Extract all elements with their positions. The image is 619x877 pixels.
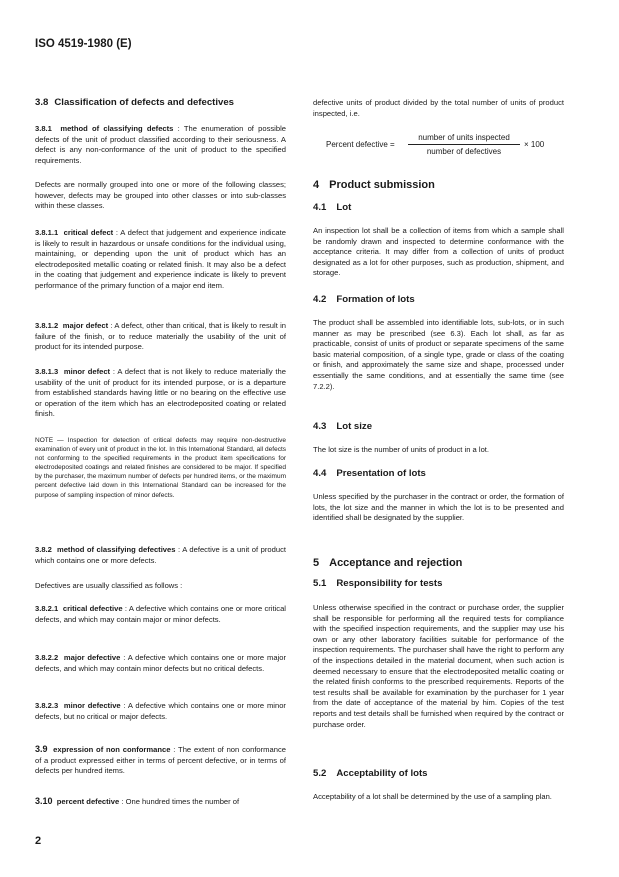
fraction-numerator: number of units inspected (418, 133, 510, 142)
section-3-8-1-2 (35, 321, 286, 353)
clause-term: method of classifying defectives (56, 545, 176, 554)
clause-number: 3.8.2 (35, 545, 52, 554)
clause-text: : A defective which contains one or more critical defects, and which may contain major or minor defects. (35, 604, 286, 624)
paragraph-text: Defectives are usually classified as follows : (35, 581, 183, 590)
clause-number: 3.8.1.3 (35, 367, 59, 376)
percent-defective-formula-lhs: Percent defective = (326, 140, 395, 149)
clause-text: : A defective which contains one or more major defects, and which may contain minor defects but no critical defects. (35, 653, 286, 673)
fraction-denominator: number of defectives (426, 147, 502, 156)
clause-term: critical defect (63, 228, 114, 237)
note-text: NOTE — Inspection for detection of critical defects may require non-destructive examination of every unit of product in the lot. In this International Standard, all defects not conforming to the specified requirements in the product item specifications for electrodeposited coatings and related finishes are considered to be major. If specified by the purchaser, the maximum number of defects per hundred items, or the maximum percent defective laid down in this International Standard can be increased for the purpose of sampling inspection of minor defects. (35, 437, 286, 499)
clause-number: 3.8.1.2 (35, 321, 59, 330)
section-title: Lot (336, 202, 352, 213)
section-title: Product submission (329, 179, 435, 191)
section-3-8-2-3 (35, 701, 286, 722)
section-title: Formation of lots (336, 294, 415, 305)
paragraph-text: defective units of product divided by the total number of units of product inspected, i.e. (313, 98, 564, 118)
clause-text: : The extent of non conformance of a product expressed either in terms of percent defective, or in terms of defects per hundred items. (35, 745, 286, 776)
section-4-3-heading (313, 421, 372, 432)
fraction-bar (408, 144, 520, 145)
page-number: 2 (35, 835, 42, 847)
section-number: 4.1 (313, 202, 327, 213)
clause-number: 3.10 (35, 796, 53, 806)
clause-term: method of classifying defects (60, 124, 174, 133)
section-number: 5 (313, 557, 320, 569)
clause-number: 3.8.2.1 (35, 604, 59, 613)
clause-term: critical defective (62, 604, 123, 613)
paragraph-defectives (35, 581, 286, 592)
section-3-8-1-1 (35, 228, 286, 292)
clause-text: : The enumeration of possible defects of the unit of product classified according to their seriousness. A defect is any non-conformance of the unit of product to the specified requirements. (35, 124, 286, 165)
section-5-heading (313, 557, 462, 569)
paragraph-continuation (313, 98, 564, 119)
section-title: Lot size (336, 421, 373, 432)
clause-term: expression of non conformance (53, 745, 171, 754)
section-number: 4 (313, 179, 320, 191)
section-title: Responsibility for tests (336, 578, 443, 589)
clause-number: 3.8.1.1 (35, 228, 59, 237)
paragraph-defect-groups (35, 180, 286, 212)
clause-term: major defect (62, 321, 109, 330)
section-5-1-heading (313, 578, 442, 589)
clause-number: 3.8.1 (35, 124, 52, 133)
paragraph-text: Unless otherwise specified in the contract or purchase order, the supplier shall be responsible for performing all the required tests for compliance with the specified inspection requirements, and the supplier may use his own or any other laboratory facilities suitable for performance of the inspection requirements. The purchaser shall have the right to perform any of the inspections detailed in the material document, when such action is deemed necessary to ensure that the electrodeposited metallic coating or the related finish conforms to the prescribed requirements. Reports of the test results shall be available for examination by the purchaser for 1 year from the date of acceptance of the material by him. Copies of the test reports and test details shall be furnished when required by the contract or purchase order. (313, 603, 564, 729)
paragraph-5-1 (313, 603, 564, 730)
document-header: ISO 4519-1980 (E) (35, 38, 132, 50)
paragraph-text: Defects are normally grouped into one or more of the following classes; however, defects may be grouped into other classes or into sub-classes within these classes. (35, 180, 286, 211)
section-number: 4.3 (313, 421, 327, 432)
paragraph-4-2 (313, 318, 564, 392)
section-number: 5.2 (313, 768, 327, 779)
clause-text: : A defective which contains one or more minor defects, but no critical or major defects. (35, 701, 286, 721)
paragraph-text: Acceptability of a lot shall be determined by the use of a sampling plan. (313, 792, 552, 801)
section-title: Acceptability of lots (336, 768, 428, 779)
paragraph-5-2 (313, 792, 564, 803)
section-title: Presentation of lots (336, 468, 426, 479)
section-3-8-1 (35, 124, 286, 166)
clause-term: major defective (63, 653, 121, 662)
note-critical-defects (35, 436, 286, 500)
section-3-8-2-1 (35, 604, 286, 625)
section-4-heading (313, 179, 435, 191)
section-4-4-heading (313, 468, 426, 479)
paragraph-4-3 (313, 445, 564, 456)
section-number: 4.4 (313, 468, 327, 479)
section-4-1-heading (313, 202, 351, 213)
clause-text: : A defect that judgement and experience indicate is likely to result in hazardous or unsafe conditions for the individual using, maintaining, or depending upon the unit of product which has an electrodeposited metallic coating or related finish. It may also be a defect in the coating that judgement and experience indicate is likely to prevent performance of the primary function of a major end item. (35, 228, 286, 290)
percent-defective-fraction (408, 133, 520, 156)
section-3-8-heading (35, 97, 234, 108)
section-title: Acceptance and rejection (329, 557, 463, 569)
section-3-8-2-2 (35, 653, 286, 674)
paragraph-text: An inspection lot shall be a collection of items from which a sample shall be randomly drawn and inspected to determine conformance with the acceptance criteria. It may differ from a collection of units of product designated as a lot for other purposes, such as production, shipment, and storage. (313, 226, 564, 278)
section-number: 4.2 (313, 294, 327, 305)
clause-text: : One hundred times the number of (121, 797, 240, 806)
paragraph-4-1 (313, 226, 564, 279)
clause-text: : A defect that is not likely to reduce materially the usability of the unit of product for its intended purpose, or is a departure from established standards having little or no bearing on the effective use or operation of the item which has an electrodeposited coating or related finish. (35, 367, 286, 419)
percent-defective-formula-rhs: × 100 (524, 140, 545, 149)
section-3-8-1-3 (35, 367, 286, 420)
section-number: 5.1 (313, 578, 327, 589)
paragraph-text: The product shall be assembled into identifiable lots, sub-lots, or in such manner as may be prescribed (see 6.3). Each lot shall, as far as practicable, consist of units of product or separate specimens of the same basic material composition, of a single type, grade or class of the coating or finish, and approximately the same size and shape, processed under essentially the same conditions, and at essentially the same time (see 7.2.2). (313, 318, 564, 391)
paragraph-text: The lot size is the number of units of product in a lot. (313, 445, 490, 454)
clause-term: minor defect (63, 367, 111, 376)
section-3-10 (35, 796, 286, 808)
paragraph-4-4 (313, 492, 564, 524)
clause-number: 3.8.2.3 (35, 701, 59, 710)
section-number: 3.8 (35, 97, 49, 108)
clause-number: 3.8.2.2 (35, 653, 59, 662)
clause-term: minor defective (63, 701, 121, 710)
section-4-2-heading (313, 294, 415, 305)
clause-number: 3.9 (35, 744, 48, 754)
paragraph-text: Unless specified by the purchaser in the contract or order, the formation of lots, the lot size and the manner in which the lot is to be presented and identified shall be designated by the supplier. (313, 492, 564, 523)
section-title: Classification of defects and defectives (54, 97, 235, 108)
clause-term: percent defective (56, 797, 120, 806)
section-3-9 (35, 744, 286, 777)
clause-text: : A defect, other than critical, that is likely to result in failure of the finish, or to reduce materially the usability of the unit of product for its intended purpose. (35, 321, 286, 352)
section-5-2-heading (313, 768, 428, 779)
clause-text: : A defective is a unit of product which contains one or more defects. (35, 545, 286, 565)
section-3-8-2 (35, 545, 286, 566)
